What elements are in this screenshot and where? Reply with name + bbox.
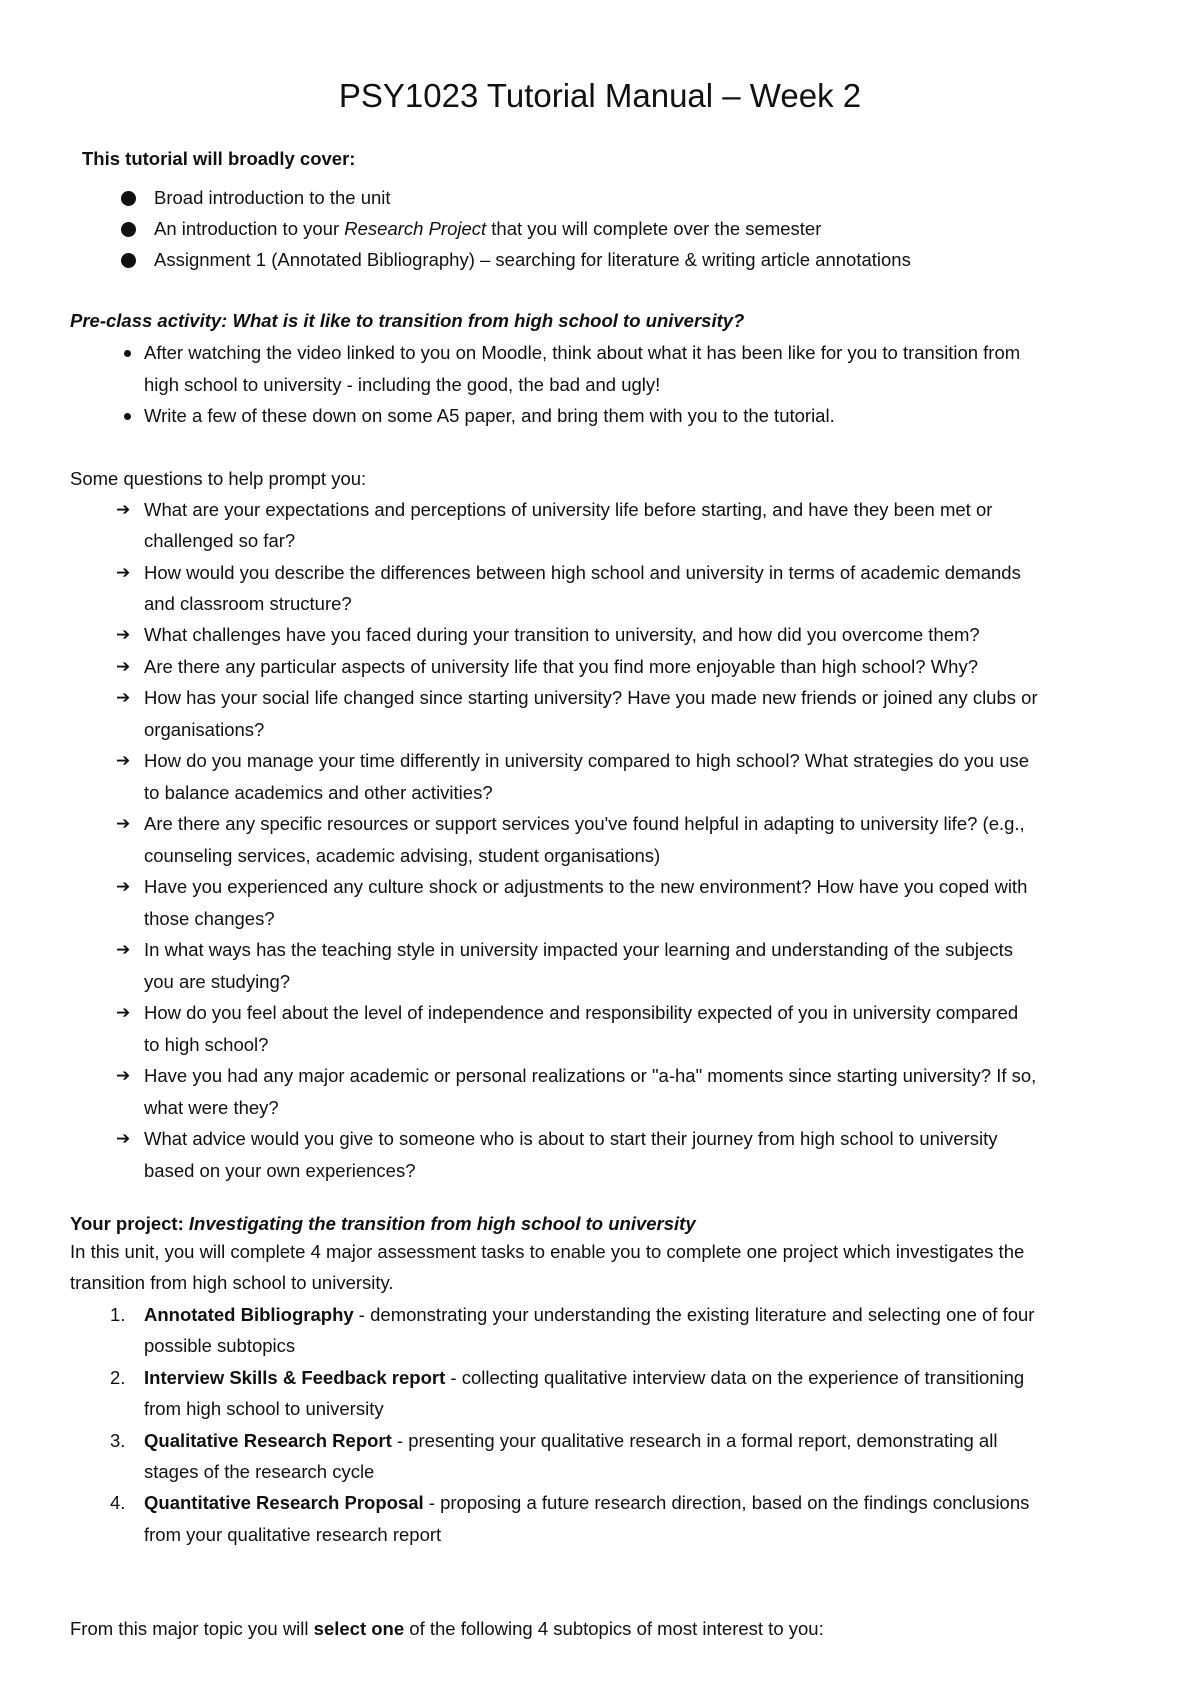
prompt-9-line-2: you are studying? <box>144 971 291 992</box>
preclass-item-1-line-2: high school to university - including the good, the bad and ugly! <box>144 374 661 395</box>
prompt-1-line-1: What are your expectations and perceptions of university life before starting, and have they been met or <box>144 499 993 520</box>
prompt-12-line-2: based on your own experiences? <box>144 1160 416 1181</box>
list-number: 2. <box>110 1367 126 1388</box>
cover-heading: This tutorial will broadly cover: <box>82 148 356 169</box>
project-item-2-line-2: from high school to university <box>144 1398 384 1419</box>
prompt-5-line-2: organisations? <box>144 719 265 740</box>
bullet-icon <box>124 350 131 357</box>
arrow-right-icon: ➔ <box>116 688 131 707</box>
cover-item-1: Broad introduction to the unit <box>154 187 391 208</box>
arrow-right-icon: ➔ <box>116 751 131 770</box>
prompt-2-line-1: How would you describe the differences between high school and university in terms of academic demands <box>144 562 1021 583</box>
arrow-right-icon: ➔ <box>116 500 131 519</box>
prompt-11-line-1: Have you had any major academic or personal realizations or "a-ha" moments since starting university? If so, <box>144 1065 1037 1086</box>
bullet-icon <box>121 222 136 237</box>
arrow-right-icon: ➔ <box>116 1129 131 1148</box>
prompt-7-line-1: Are there any specific resources or support services you've found helpful in adapting to university life? (e.g., <box>144 813 1025 834</box>
preclass-item-2: Write a few of these down on some A5 paper, and bring them with you to the tutorial. <box>144 405 835 426</box>
prompt-9-line-1: In what ways has the teaching style in university impacted your learning and understanding of the subjects <box>144 939 1013 960</box>
project-item-1-line-2: possible subtopics <box>144 1335 296 1356</box>
preclass-heading: Pre-class activity: What is it like to transition from high school to university? <box>70 310 745 331</box>
preclass-item-1-line-1: After watching the video linked to you on Moodle, think about what it has been like for you to transition from <box>144 342 1021 363</box>
prompt-12-line-1: What advice would you give to someone who is about to start their journey from high school to university <box>144 1128 998 1149</box>
list-number: 4. <box>110 1492 126 1513</box>
arrow-right-icon: ➔ <box>116 877 131 896</box>
prompt-6-line-2: to balance academics and other activities? <box>144 782 493 803</box>
prompt-7-line-2: counseling services, academic advising, student organisations) <box>144 845 661 866</box>
arrow-right-icon: ➔ <box>116 1066 131 1085</box>
prompt-4: Are there any particular aspects of university life that you find more enjoyable than high school? Why? <box>144 656 978 677</box>
bullet-icon <box>124 413 131 420</box>
list-number: 1. <box>110 1304 126 1325</box>
bullet-icon <box>121 253 136 268</box>
prompt-8-line-1: Have you experienced any culture shock or adjustments to the new environment? How have you coped with <box>144 876 1028 897</box>
prompt-10-line-2: to high school? <box>144 1034 269 1055</box>
prompt-3: What challenges have you faced during your transition to university, and how did you overcome them? <box>144 624 980 645</box>
project-item-3-line-1: Qualitative Research Report - presenting your qualitative research in a formal report, demonstrating all <box>144 1430 998 1451</box>
list-number: 3. <box>110 1430 126 1451</box>
arrow-right-icon: ➔ <box>116 657 131 676</box>
project-item-4-line-1: Quantitative Research Proposal - proposing a future research direction, based on the findings conclusions <box>144 1492 1030 1513</box>
cover-item-2: An introduction to your Research Project that you will complete over the semester <box>154 218 822 239</box>
prompt-10-line-1: How do you feel about the level of independence and responsibility expected of you in university compared <box>144 1002 1019 1023</box>
cover-item-3: Assignment 1 (Annotated Bibliography) – searching for literature & writing article annotations <box>154 249 911 270</box>
arrow-right-icon: ➔ <box>116 563 131 582</box>
arrow-right-icon: ➔ <box>116 814 131 833</box>
prompt-1-line-2: challenged so far? <box>144 530 296 551</box>
prompt-5-line-1: How has your social life changed since starting university? Have you made new friends or joined any clubs or <box>144 687 1038 708</box>
arrow-right-icon: ➔ <box>116 625 131 644</box>
project-item-1-line-1: Annotated Bibliography - demonstrating your understanding the existing literature and selecting one of four <box>144 1304 1035 1325</box>
arrow-right-icon: ➔ <box>116 1003 131 1022</box>
project-intro-line-2: transition from high school to university. <box>70 1272 394 1293</box>
project-heading: Your project: Investigating the transition from high school to university <box>70 1213 696 1234</box>
prompt-6-line-1: How do you manage your time differently in university compared to high school? What strategies do you use <box>144 750 1030 771</box>
project-item-4-line-2: from your qualitative research report <box>144 1524 442 1545</box>
prompt-8-line-2: those changes? <box>144 908 275 929</box>
arrow-right-icon: ➔ <box>116 940 131 959</box>
bullet-icon <box>121 191 136 206</box>
prompts-heading: Some questions to help prompt you: <box>70 468 367 489</box>
page-title: PSY1023 Tutorial Manual – Week 2 <box>338 77 862 114</box>
project-item-2-line-1: Interview Skills & Feedback report - collecting qualitative interview data on the experience of transitioning <box>144 1367 1025 1388</box>
prompt-11-line-2: what were they? <box>144 1097 279 1118</box>
prompt-2-line-2: and classroom structure? <box>144 593 352 614</box>
closing-line: From this major topic you will select one of the following 4 subtopics of most interest to you: <box>70 1618 824 1639</box>
project-item-3-line-2: stages of the research cycle <box>144 1461 375 1482</box>
project-intro-line-1: In this unit, you will complete 4 major assessment tasks to enable you to complete one project which investigates the <box>70 1241 1025 1262</box>
